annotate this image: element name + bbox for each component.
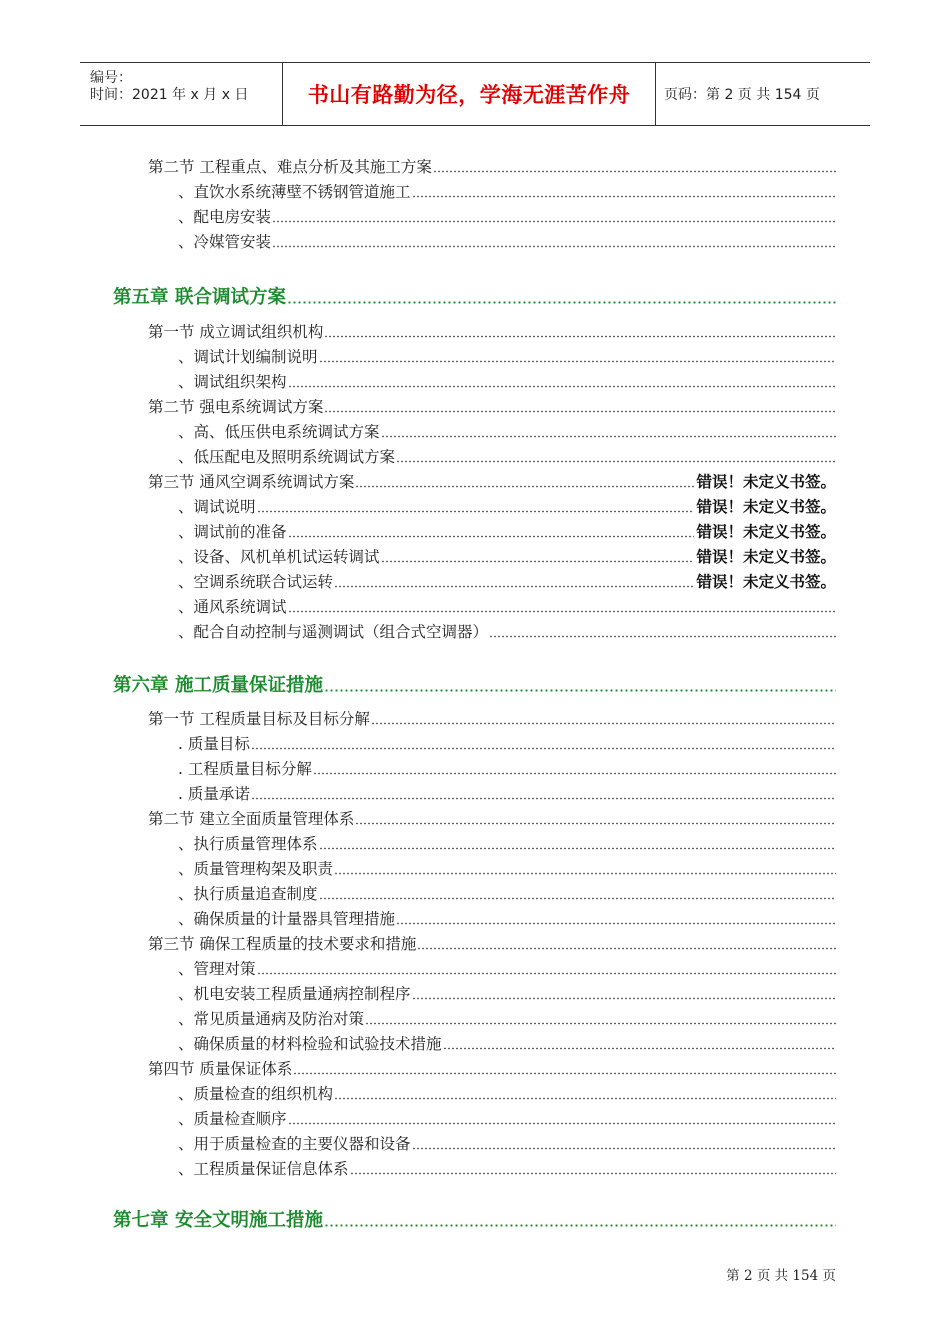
toc-subsection-entry[interactable] (178, 1105, 836, 1129)
toc-dot-leader (324, 678, 836, 692)
toc-subsection-entry[interactable] (178, 1155, 836, 1179)
toc-subsection-entry[interactable] (178, 593, 836, 617)
toc-dot-leader (355, 811, 836, 825)
page-footer: 第 2 页 共 154 页 (726, 1268, 836, 1284)
toc-entry-title: 第三节 通风空调系统调试方案 (148, 473, 355, 491)
toc-dot-leader (443, 1036, 836, 1050)
toc-subsection-entry[interactable] (178, 955, 836, 979)
toc-subsection-entry[interactable] (178, 1005, 836, 1029)
toc-dot-leader (288, 599, 836, 613)
header-page-number: 页码：第 2 页 共 154 页 (664, 87, 820, 103)
toc-dot-leader (412, 184, 836, 198)
toc-entry-title: 、执行质量管理体系 (178, 835, 318, 853)
toc-entry-title: 、质量检查的组织机构 (178, 1085, 334, 1103)
toc-entry-title: 、空调系统联合试运转 (178, 573, 334, 591)
toc-subsection-entry[interactable] (178, 178, 836, 202)
toc-entry-title: 、质量管理构架及职责 (178, 860, 334, 878)
toc-chapter-entry[interactable] (113, 1203, 836, 1231)
toc-subsection-entry[interactable] (178, 1130, 836, 1154)
toc-dot-leader (412, 1136, 836, 1150)
toc-subsection-entry[interactable] (178, 228, 836, 252)
toc-section-entry[interactable] (148, 705, 836, 729)
toc-entry-title: 第七章 安全文明施工措施 (113, 1210, 323, 1231)
toc-dot-leader (288, 524, 695, 538)
toc-dot-leader (355, 474, 694, 488)
toc-entry-title: 、调试组织架构 (178, 373, 287, 391)
toc-dot-leader (396, 911, 836, 925)
toc-dot-leader (293, 1061, 836, 1075)
header-motto: 书山有路勤为径，学海无涯苦作舟 (282, 63, 656, 125)
toc-entry-title: 、调试计划编制说明 (178, 348, 318, 366)
toc-entry-title: 、用于质量检查的主要仪器和设备 (178, 1135, 411, 1153)
toc-chapter-entry[interactable] (113, 280, 836, 308)
toc-section-entry[interactable] (148, 318, 836, 342)
toc-dot-leader (381, 424, 836, 438)
toc-dot-leader (287, 290, 836, 304)
toc-subsection-entry[interactable] (178, 980, 836, 1004)
toc-dot-leader (257, 499, 695, 513)
toc-page-reference: 错误！未定义书签。 (696, 573, 836, 591)
toc-subsection-entry[interactable] (178, 830, 836, 854)
toc-subsection-entry[interactable] (178, 780, 836, 804)
toc-dot-leader (288, 374, 836, 388)
toc-section-entry[interactable] (148, 153, 836, 177)
toc-dot-leader (371, 711, 836, 725)
toc-chapter-entry[interactable] (113, 668, 836, 696)
toc-entry-title: 第二节 建立全面质量管理体系 (148, 810, 355, 828)
toc-entry-title: 、质量检查顺序 (178, 1110, 287, 1128)
toc-dot-leader (324, 399, 836, 413)
toc-entry-title: 、执行质量追查制度 (178, 885, 318, 903)
toc-entry-title: . 质量目标 (178, 735, 250, 753)
toc-section-entry[interactable] (148, 393, 836, 417)
toc-page-reference: 错误！未定义书签。 (696, 548, 836, 566)
toc-dot-leader (288, 1111, 836, 1125)
toc-subsection-entry[interactable] (178, 368, 836, 392)
toc-entry-title: . 工程质量目标分解 (178, 760, 312, 778)
toc-subsection-entry[interactable] (178, 880, 836, 904)
toc-entry-title: 、冷媒管安装 (178, 233, 272, 251)
toc-dot-leader (257, 961, 836, 975)
toc-subsection-entry[interactable] (178, 543, 836, 567)
toc-entry-title: 、直饮水系统薄壁不锈钢管道施工 (178, 183, 411, 201)
toc-dot-leader (251, 786, 836, 800)
toc-entry-title: 、通风系统调试 (178, 598, 287, 616)
toc-entry-title: 、确保质量的计量器具管理措施 (178, 910, 396, 928)
toc-dot-leader (324, 324, 836, 338)
toc-dot-leader (272, 209, 836, 223)
toc-dot-leader (334, 861, 836, 875)
toc-dot-leader (251, 736, 836, 750)
toc-dot-leader (319, 349, 836, 363)
toc-subsection-entry[interactable] (178, 493, 836, 517)
toc-subsection-entry[interactable] (178, 1080, 836, 1104)
toc-subsection-entry[interactable] (178, 855, 836, 879)
toc-subsection-entry[interactable] (178, 518, 836, 542)
toc-section-entry[interactable] (148, 1055, 836, 1079)
toc-entry-title: 、配合自动控制与遥测调试（组合式空调器） (178, 623, 489, 641)
toc-dot-leader (489, 624, 836, 638)
toc-entry-title: 、机电安装工程质量通病控制程序 (178, 985, 411, 1003)
toc-dot-leader (334, 574, 694, 588)
toc-dot-leader (365, 1011, 836, 1025)
toc-entry-title: 、配电房安装 (178, 208, 272, 226)
toc-subsection-entry[interactable] (178, 418, 836, 442)
toc-entry-title: 、低压配电及照明系统调试方案 (178, 448, 396, 466)
document-date: 时间：2021 年 x 月 x 日 (90, 87, 249, 103)
toc-dot-leader (350, 1161, 836, 1175)
toc-subsection-entry[interactable] (178, 443, 836, 467)
toc-entry-title: 、常见质量通病及防治对策 (178, 1010, 365, 1028)
toc-entry-title: 第一节 成立调试组织机构 (148, 323, 324, 341)
toc-entry-title: . 质量承诺 (178, 785, 250, 803)
toc-page-reference: 错误！未定义书签。 (696, 523, 836, 541)
toc-dot-leader (334, 1086, 836, 1100)
toc-section-entry[interactable] (148, 468, 836, 492)
toc-dot-leader (313, 761, 836, 775)
page-header (80, 62, 870, 126)
toc-entry-title: 、调试前的准备 (178, 523, 287, 541)
toc-dot-leader (433, 159, 836, 173)
toc-page-reference: 错误！未定义书签。 (696, 473, 836, 491)
toc-dot-leader (417, 936, 836, 950)
toc-entry-title: 第五章 联合调试方案 (113, 287, 286, 308)
toc-subsection-entry[interactable] (178, 568, 836, 592)
document-number: 编号： (90, 70, 132, 86)
toc-dot-leader (319, 886, 836, 900)
toc-subsection-entry[interactable] (178, 730, 836, 754)
toc-entry-title: 、调试说明 (178, 498, 256, 516)
toc-entry-title: 第三节 确保工程质量的技术要求和措施 (148, 935, 417, 953)
toc-entry-title: 第二节 强电系统调试方案 (148, 398, 324, 416)
toc-entry-title: 、设备、风机单机试运转调试 (178, 548, 380, 566)
toc-subsection-entry[interactable] (178, 755, 836, 779)
toc-dot-leader (396, 449, 836, 463)
toc-dot-leader (412, 986, 836, 1000)
toc-entry-title: 第六章 施工质量保证措施 (113, 675, 323, 696)
toc-entry-title: 第二节 工程重点、难点分析及其施工方案 (148, 158, 432, 176)
toc-subsection-entry[interactable] (178, 1030, 836, 1054)
toc-entry-title: 、高、低压供电系统调试方案 (178, 423, 380, 441)
toc-entry-title: 、确保质量的材料检验和试验技术措施 (178, 1035, 442, 1053)
toc-dot-leader (381, 549, 695, 563)
toc-section-entry[interactable] (148, 805, 836, 829)
toc-entry-title: 、管理对策 (178, 960, 256, 978)
header-info-cell (80, 63, 282, 125)
toc-dot-leader (324, 1213, 836, 1227)
toc-entry-title: 、工程质量保证信息体系 (178, 1160, 349, 1178)
toc-section-entry[interactable] (148, 930, 836, 954)
toc-page-reference: 错误！未定义书签。 (696, 498, 836, 516)
toc-dot-leader (272, 234, 836, 248)
toc-subsection-entry[interactable] (178, 203, 836, 227)
toc-entry-title: 第四节 质量保证体系 (148, 1060, 293, 1078)
toc-entry-title: 第一节 工程质量目标及目标分解 (148, 710, 370, 728)
toc-subsection-entry[interactable] (178, 618, 836, 642)
toc-dot-leader (319, 836, 836, 850)
toc-subsection-entry[interactable] (178, 343, 836, 367)
toc-subsection-entry[interactable] (178, 905, 836, 929)
